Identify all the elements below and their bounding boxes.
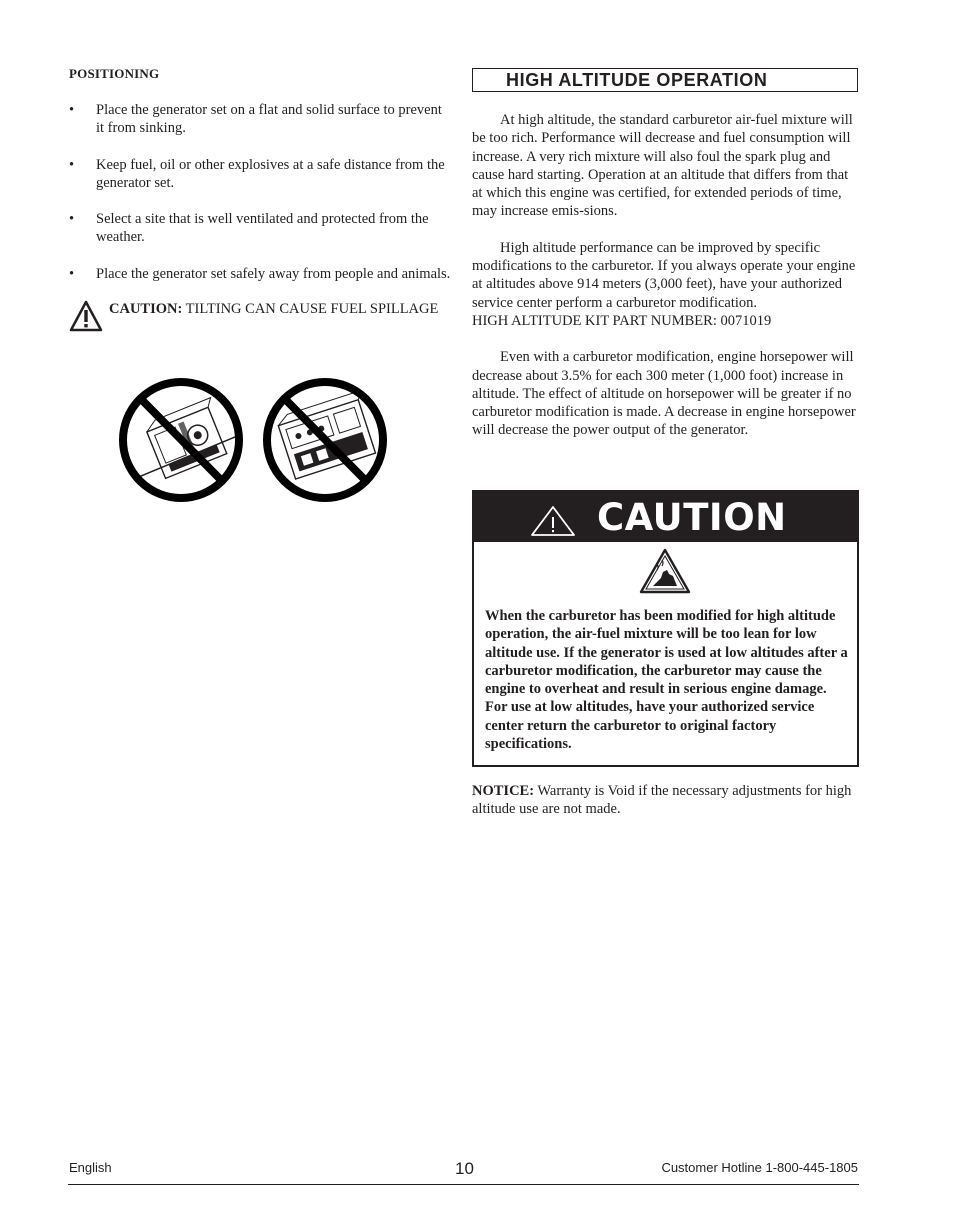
tilted-generator-images — [117, 376, 389, 506]
caution-label: CAUTION: — [109, 301, 183, 318]
bullet-text: Place the generator set on a flat and solid surface to prevent it from sinking. — [96, 102, 442, 137]
caution-box — [472, 490, 859, 767]
tilting-caution — [69, 300, 451, 318]
footer-divider — [68, 1184, 859, 1185]
list-item — [69, 265, 451, 283]
altitude-paragraph-1: At high altitude, the standard carburetor air-fuel mixture will be too rich. Performance will decrease and fuel consumption will increase. A very rich mixture will also foul the spark plug and cause hard starting. Operation at an altitude that differs from that at which this engine was certified, for extended periods of time, may increase emis-sions. — [472, 112, 853, 220]
altitude-paragraph-2-text: High altitude performance can be improved by specific modifications to the carburetor. If you always operate your engine at altitudes above 914 meters (3,000 feet), have your authorized service center perform a carburetor modification. — [472, 239, 856, 311]
bullet-text: Keep fuel, oil or other explosives at a safe distance from the generator set. — [96, 156, 445, 191]
hot-surface-icon — [639, 548, 691, 594]
kit-part-number: HIGH ALTITUDE KIT PART NUMBER: 0071019 — [472, 312, 772, 329]
caution-header — [474, 492, 857, 542]
bullet-marker: • — [69, 211, 75, 228]
high-altitude-section — [472, 68, 858, 818]
notice-label: NOTICE: — [472, 783, 535, 799]
caution-text: TILTING CAN CAUSE FUEL SPILLAGE — [182, 301, 439, 318]
list-item — [69, 210, 451, 247]
page-number: 10 — [455, 1159, 474, 1178]
caution-text: When the carburetor has been modified for high altitude operation, the air-fuel mixture will be too lean for low altitude use. If the generator is used at low altitudes after a carburetor modification, the carburetor may cause the engine to overheat and result in serious engine damage. For use at low altitudes, have your authorized service center return the carburetor to original factory specifications. — [485, 608, 848, 753]
footer-hotline: Customer Hotline 1-800-445-1805 — [661, 1160, 858, 1175]
side-generator-prohibited-icon — [261, 376, 391, 506]
warranty-notice — [472, 782, 858, 819]
positioning-heading: POSITIONING — [69, 66, 160, 81]
caution-word: CAUTION — [597, 496, 787, 539]
altitude-paragraph-2 — [472, 239, 858, 330]
list-item — [69, 101, 451, 138]
tilted-generator-prohibited-icon — [117, 376, 247, 506]
bullet-marker: • — [69, 156, 75, 173]
warning-triangle-icon — [530, 505, 576, 537]
bullet-text: Select a site that is well ventilated and protected from the weather. — [96, 211, 429, 246]
positioning-list — [69, 101, 451, 283]
notice-text: Warranty is Void if the necessary adjustments for high altitude use are not made. — [472, 783, 852, 818]
bullet-marker: • — [69, 102, 75, 118]
list-item — [69, 156, 451, 193]
footer-language: English — [69, 1160, 112, 1175]
altitude-paragraph-3: Even with a carburetor modification, engine horsepower will decrease about 3.5% for each 300 meter (1,000 foot) increase in altitude. The effect of altitude on horsepower will be greater if no carburetor modification is made. A decrease in engine horsepower will decrease the power output of the generator. — [472, 349, 856, 439]
bullet-text: Place the generator set safely away from people and animals. — [96, 265, 451, 282]
positioning-section — [69, 64, 451, 318]
bullet-marker: • — [69, 265, 75, 282]
warning-triangle-icon — [69, 300, 103, 332]
section-title: HIGH ALTITUDE OPERATION — [472, 68, 858, 92]
